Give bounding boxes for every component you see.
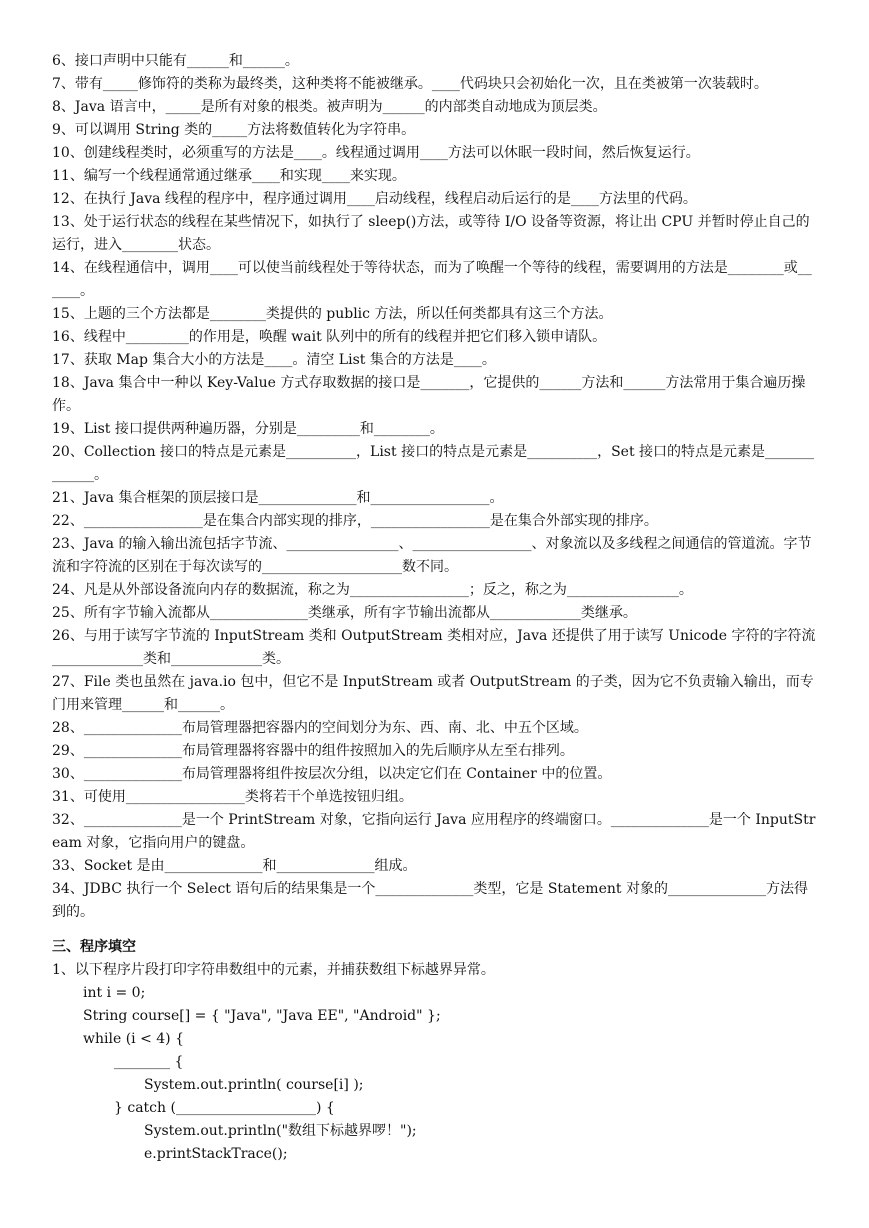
question-8: 8、Java 语言中，_____是所有对象的根类。被声明为______的内部类自动地成为顶层类。 [52,99,607,115]
question-12: 12、在执行 Java 线程的程序中，程序通过调用____启动线程，线程启动后运行的是____方法里的代码。 [52,191,697,207]
question-34: 34、JDBC 执行一个 Select 语句后的结果集是一个______________类型，它是 Statement 对象的______________方法得到的。 [52,881,808,920]
question-25: 25、所有字节输入流都从______________类继承，所有字节输出流都从_____________类继承。 [52,605,637,621]
code-line: ________ { [114,1054,184,1070]
code-line: while (i < 4) { [83,1031,184,1047]
question-24: 24、凡是从外部设备流向内存的数据流，称之为_________________；反之，称之为________________。 [52,582,693,598]
question-11: 11、编写一个线程通常通过继承____和实现____来实现。 [52,168,406,184]
question-16: 16、线程中_________的作用是，唤醒 wait 队列中的所有的线程并把它们移入锁申请队。 [52,329,607,345]
exam-page [52,50,818,1166]
question-14: 14、在线程通信中，调用____可以使当前线程处于等待状态，而为了唤醒一个等待的线程，需要调用的方法是________或______。 [52,260,812,299]
question-29: 29、______________布局管理器将容器中的组件按照加入的先后顺序从左至右排列。 [52,743,574,759]
question-30: 30、______________布局管理器将组件按层次分组，以决定它们在 Container 中的位置。 [52,766,612,782]
section-heading-program-fill: 三、程序填空 [52,939,136,955]
question-17: 17、获取 Map 集合大小的方法是____。清空 List 集合的方法是____。 [52,352,496,368]
code-line: System.out.println( course[i] ); [144,1077,364,1093]
question-27: 27、File 类也虽然在 java.io 包中，但它不是 InputStream 或者 OutputStream 的子类，因为它不负责输入输出，而专门用来管理______和______。 [52,674,814,713]
question-20: 20、Collection 接口的特点是元素是__________，List 接口的特点是元素是__________，Set 接口的特点是元素是_____________。 [52,444,815,483]
question-13: 13、处于运行状态的线程在某些情况下，如执行了 sleep()方法，或等待 I/O 设备等资源，将让出 CPU 并暂时停止自己的运行，进入________状态。 [52,214,810,253]
question-32: 32、______________是一个 PrintStream 对象，它指向运行 Java 应用程序的终端窗口。______________是一个 InputStream 对象，它指向用户的键盘。 [52,812,816,851]
question-31: 31、可使用_________________类将若干个单选按钮归组。 [52,789,413,805]
code-line: } catch (____________________) { [114,1100,335,1116]
question-19: 19、List 接口提供两种遍历器，分别是_________和________。 [52,421,444,437]
question-22: 22、_________________是在集合内部实现的排序，_________________是在集合外部实现的排序。 [52,513,658,529]
question-28: 28、______________布局管理器把容器内的空间划分为东、西、南、北、中五个区域。 [52,720,588,736]
question-26: 26、与用于读写字节流的 InputStream 类和 OutputStream 类相对应，Java 还提供了用于读写 Unicode 字符的字符流_____________类和_____________类。 [52,628,816,667]
question-18: 18、Java 集合中一种以 Key-Value 方式存取数据的接口是_______，它提供的______方法和______方法常用于集合遍历操作。 [52,375,806,414]
question-7: 7、带有_____修饰符的类称为最终类，这种类将不能被继承。____代码块只会初始化一次，且在类被第一次装载时。 [52,76,768,92]
question-9: 9、可以调用 String 类的_____方法将数值转化为字符串。 [52,122,416,138]
code-block [52,982,818,1166]
question-10: 10、创建线程类时，必须重写的方法是____。线程通过调用____方法可以休眠一段时间，然后恢复运行。 [52,145,700,161]
code-line: int i = 0; [83,985,146,1001]
code-line: e.printStackTrace(); [144,1146,288,1162]
question-6: 6、接口声明中只能有______和______。 [52,53,299,69]
question-21: 21、Java 集合框架的顶层接口是______________和_________________。 [52,490,504,506]
question-23: 23、Java 的输入输出流包括字节流、________________、_________________、对象流以及多线程之间通信的管道流。字节流和字符流的区别在于每次读写的____________________数不同。 [52,536,812,575]
code-line: System.out.println("数组下标越界啰！"); [144,1123,417,1139]
question-33: 33、Socket 是由______________和______________组成。 [52,858,417,874]
question-15: 15、上题的三个方法都是________类提供的 public 方法，所以任何类都具有这三个方法。 [52,306,613,322]
program-question-1: 1、以下程序片段打印字符串数组中的元素，并捕获数组下标越界异常。 [52,962,495,978]
code-line: String course[] = { "Java", "Java EE", "Android" }; [83,1008,441,1024]
